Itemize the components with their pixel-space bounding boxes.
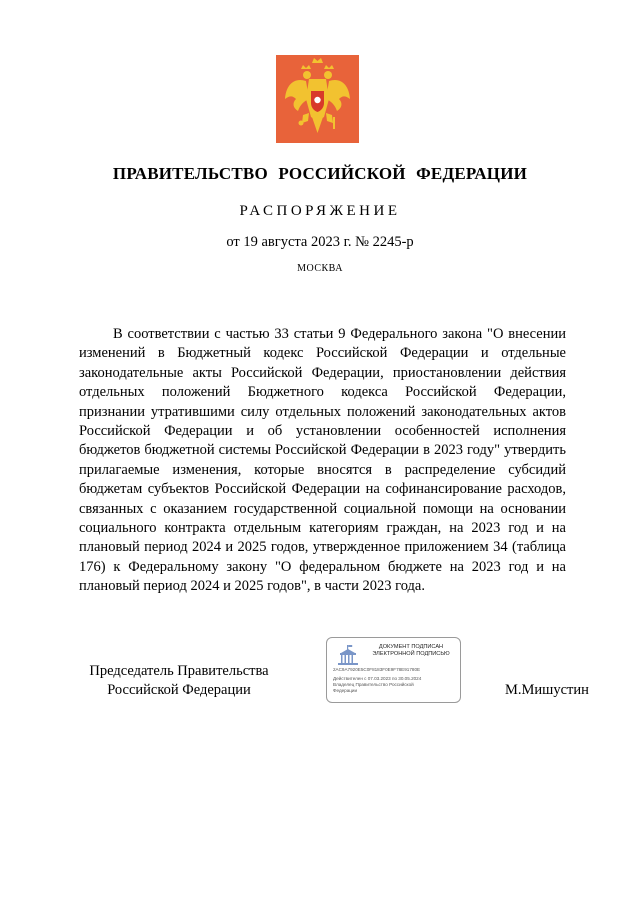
stamp-title-line1: ДОКУМЕНТ ПОДПИСАН <box>378 644 444 650</box>
coat-of-arms-icon <box>276 55 359 143</box>
stamp-title-line2: ЭЛЕКТРОННОЙ ПОДПИСЬЮ <box>372 651 450 657</box>
document-city: МОСКВА <box>297 263 343 274</box>
document-type: РАСПОРЯЖЕНИЕ <box>239 203 401 219</box>
signer-position <box>79 662 279 700</box>
stamp-validity: Действителен с 07.03.2023 по 30.05.2024 <box>333 676 422 681</box>
stamp-certificate: 2AC9A7920E5C0F8183F0E9F78E91780E <box>333 667 421 672</box>
signer-position-line1: Председатель Правительства <box>89 663 269 679</box>
government-title: ПРАВИТЕЛЬСТВО РОССИЙСКОЙ ФЕДЕРАЦИИ <box>112 164 528 183</box>
document-date-number: от 19 августа 2023 г. № 2245-р <box>226 234 414 250</box>
stamp-owner-line2: Федерации <box>333 688 358 693</box>
signer-name: М.Мишустин <box>505 682 589 698</box>
government-building-icon <box>335 644 361 666</box>
order-paragraph: В соответствии с частью 33 статьи 9 Федерального закона "О внесении изменений в Бюджетный кодекс Российской Федерации и отдельные законодательные акты Российской Федерации, приостановлении действия отдельных положений Бюджетного кодекса Российской Федерации, признании утратившими силу отдельных положений законодательных актов Российской Федерации и об установлении особенностей исполнения бюджетов бюджетной системы Российской Федерации в 2023 году" утвердить прилагаемые изменения, которые вносятся в распределение субсидий бюджетам субъектов Российской Федерации на софинансирование расходов, связанных с оказанием государственной социальной помощи на основании социального контракта отдельным категориям граждан, на 2023 год и на плановый период 2024 и 2025 годов, утвержденное приложением 34 (таблица 176) к Федеральному закону "О федеральном бюджете на 2023 год и на плановый период 2024 и 2025 годов", в части 2023 года. <box>79 326 566 595</box>
stamp-owner-line1: Владелец Правительство Российской <box>333 682 414 687</box>
digital-signature-stamp <box>326 637 461 703</box>
stamp-title <box>363 644 459 658</box>
signer-position-line2: Российской Федерации <box>107 682 251 698</box>
